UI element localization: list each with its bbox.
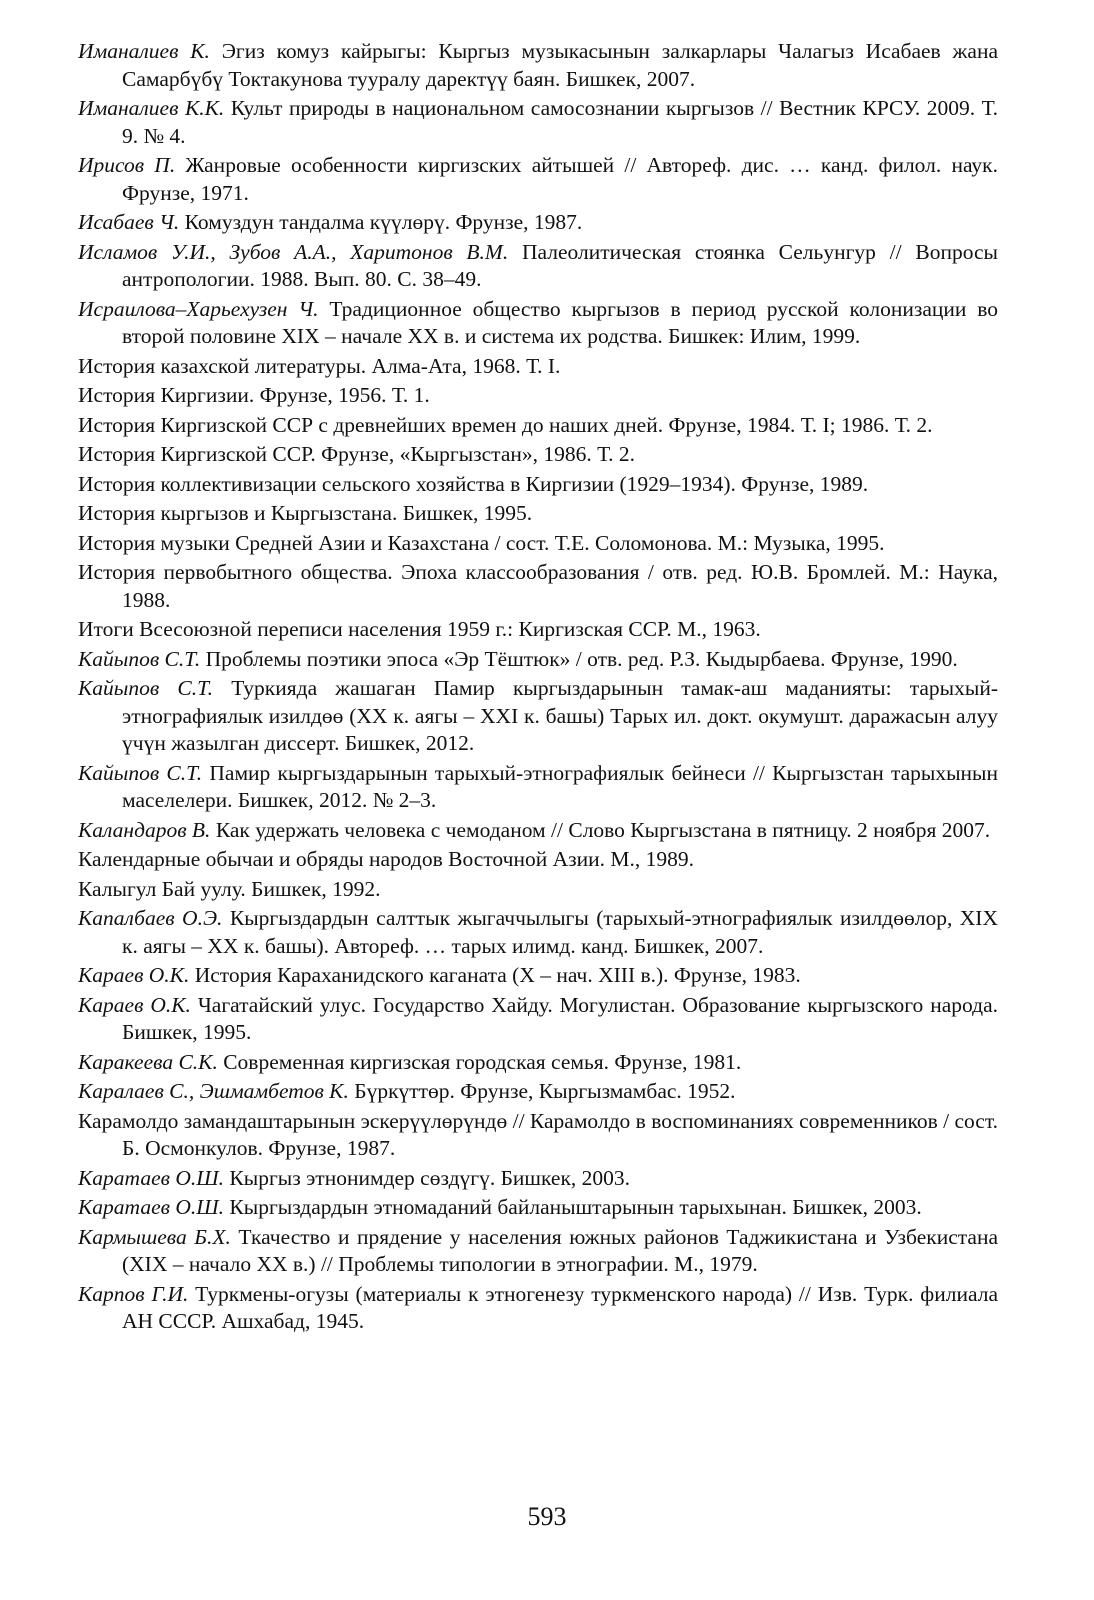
entry-text: Чагатайский улус. Государство Хайду. Могулистан. Образование кыргызского народа. Бишкек, 1995. [122,992,998,1044]
entry-text: История коллективизации сельского хозяйства в Киргизии (1929–1934). Фрунзе, 1989. [78,471,869,496]
entry-author: Капалбаев О.Э. [78,906,223,930]
entry-text: История Киргизской ССР. Фрунзе, «Кыргызстан», 1986. Т. 2. [78,442,635,466]
entry-author: Иманалиев К. [78,39,210,63]
entry-author: Исраилова–Харьехузен Ч. [78,296,319,321]
entry-text: Памир кыргыздарынын тарыхый-этнографиялык бейнеси // Кыргызстан тарыхынын маселелери. Бишкек, 2012. № 2–3. [122,760,998,812]
entry-text: Современная киргизская городская семья. Фрунзе, 1981. [217,1049,742,1074]
bibliography-entry [78,353,998,381]
entry-text: Культ природы в национальном самосознании кыргызов // Вестник КРСУ. 2009. Т. 9. № 4. [122,96,998,148]
entry-text: Ткачество и прядение у населения южных районов Таджикистана и Узбекистана (XIX – начало XX в.) // Проблемы типологии в этнографии. М., 1979. [122,1224,998,1276]
entry-author: Иманалиев К.К. [78,96,225,120]
entry-author: Каратаев О.Ш. [78,1195,225,1219]
entry-author: Ирисов П. [78,153,176,177]
bibliography-entry [78,876,998,904]
bibliography-entry [78,152,998,207]
entry-text: Бүркүттөр. Фрунзе, Кыргызмамбас. 1952. [348,1079,736,1103]
entry-text: Традиционное общество кыргызов в период русской колонизации во второй половине XIX – начале XX в. и система их родства. Бишкек: Илим, 1999. [122,296,998,348]
entry-text: История Караханидского каганата (X – нач. XIII в.). Фрунзе, 1983. [189,963,801,987]
entry-author: Каракеева С.К. [78,1049,218,1074]
bibliography-entry [78,675,998,758]
bibliography-entry [78,530,998,558]
entry-text: История кыргызов и Кыргызстана. Бишкек, 1995. [78,501,533,525]
entry-text: Итоги Всесоюзной переписи населения 1959 г.: Киргизская ССР. М., 1963. [78,617,761,641]
entry-author: Кайыпов С.Т. [78,646,201,671]
bibliography-entry [78,471,998,499]
entry-text: Как удержать человека с чемоданом // Слово Кыргызстана в пятницу. 2 ноября 2007. [210,817,991,842]
entry-text: Проблемы поэтики эпоса «Эр Тёштюк» / отв. ред. Р.З. Кыдырбаева. Фрунзе, 1990. [200,646,958,671]
bibliography-entry [78,846,998,874]
bibliography-entry [78,1224,998,1279]
bibliography-entry [78,1165,998,1193]
bibliography-entry [78,1108,998,1163]
entry-author: Карпов Г.И. [78,1281,189,1306]
bibliography-entry [78,38,998,93]
entry-text: Комуздун тандалма күүлөрү. Фрунзе, 1987. [179,210,583,234]
entry-author: Каландаров В. [78,817,211,842]
bibliography-entry [78,760,998,815]
entry-text: Эгиз комуз кайрыгы: Кыргыз музыкасынын залкарлары Чалагыз Исабаев жана Самарбүбү Токтакунова тууралу даректүү баян. Бишкек, 2007. [122,39,998,91]
entry-text: Палеолитическая стоянка Сельунгур // Вопросы антропологии. 1988. Вып. 80. С. 38–49. [122,239,998,291]
bibliography-entry [78,95,998,150]
entry-author: Кармышева Б.Х. [78,1224,231,1249]
entry-text: Календарные обычаи и обряды народов Восточной Азии. М., 1989. [78,847,694,871]
entry-author: Исабаев Ч. [78,210,180,234]
bibliography-entry [78,1049,998,1077]
bibliography-entry [78,441,998,469]
bibliography-entry [78,616,998,644]
entry-text: История Киргизии. Фрунзе, 1956. Т. 1. [78,383,430,407]
entry-author: Караев О.К. [78,992,191,1017]
bibliography-entry [78,992,998,1047]
page-number: 593 [527,1502,567,1531]
bibliography-entry [78,1194,998,1222]
entry-text: Кыргыздардын этномаданий байланыштарынын тарыхынан. Бишкек, 2003. [224,1195,922,1219]
bibliography-entry [78,239,998,294]
bibliography-entry [78,817,998,845]
entry-text: Туркияда жашаган Памир кыргыздарынын тамак-аш маданияты: тарыхый-этнографиялык изилдөө (XX к. аягы – XXI к. башы) Тарых ил. докт. окумушт. даражасын алуу үчүн жазылган диссерт. Бишкек, 2012. [122,676,998,755]
entry-text: Кыргыздардын салттык жыгаччылыгы (тарыхый-этнографиялык изилдөөлор, XIX к. аягы – XX к. башы). Автореф. … тарых илимд. канд. Бишкек, 2007. [122,906,998,958]
entry-text: Калыгул Бай уулу. Бишкек, 1992. [78,876,381,901]
bibliography-entry [78,412,998,440]
bibliography-entry [78,382,998,410]
entry-text: История Киргизской ССР с древнейших времен до наших дней. Фрунзе, 1984. Т. I; 1986. Т. 2. [78,412,933,437]
entry-text: История казахской литературы. Алма-Ата, 1968. Т. I. [78,353,561,378]
bibliography-list [78,38,998,1336]
entry-author: Караев О.К. [78,963,190,987]
entry-author: Кайыпов С.Т. [78,760,203,785]
bibliography-entry [78,1078,998,1106]
entry-text: История музыки Средней Азии и Казахстана / сост. Т.Е. Соломонова. М.: Музыка, 1995. [78,530,885,555]
bibliography-entry [78,296,998,351]
bibliography-entry [78,1281,998,1336]
bibliography-entry [78,646,998,674]
entry-text: Жанровые особенности киргизских айтышей // Автореф. дис. … канд. филол. наук. Фрунзе, 1971. [122,153,998,205]
bibliography-entry [78,500,998,528]
entry-text: Туркмены-огузы (материалы к этногенезу туркменского народа) // Изв. Турк. филиала АН СССР. Ашхабад, 1945. [122,1281,998,1333]
entry-author: Исламов У.И., Зубов А.А., Харитонов В.М. [78,239,509,264]
bibliography-entry [78,559,998,614]
entry-author: Каралаев С., Эшмамбетов К. [78,1079,349,1103]
bibliography-entry [78,905,998,960]
entry-text: Кыргыз этнонимдер сөздүгү. Бишкек, 2003. [224,1165,631,1190]
bibliography-entry [78,209,998,237]
entry-author: Каратаев О.Ш. [78,1165,225,1190]
bibliography-entry [78,962,998,990]
entry-author: Кайыпов С.Т. [78,676,214,700]
entry-text: Карамолдо замандаштарынын эскерүүлөрүндө // Карамолдо в воспоминаниях современников / сост. Б. Осмонкулов. Фрунзе, 1987. [78,1108,998,1160]
entry-text: История первобытного общества. Эпоха классообразования / отв. ред. Ю.В. Бромлей. М.: Наука, 1988. [78,560,998,612]
bibliography-page [78,38,998,1558]
